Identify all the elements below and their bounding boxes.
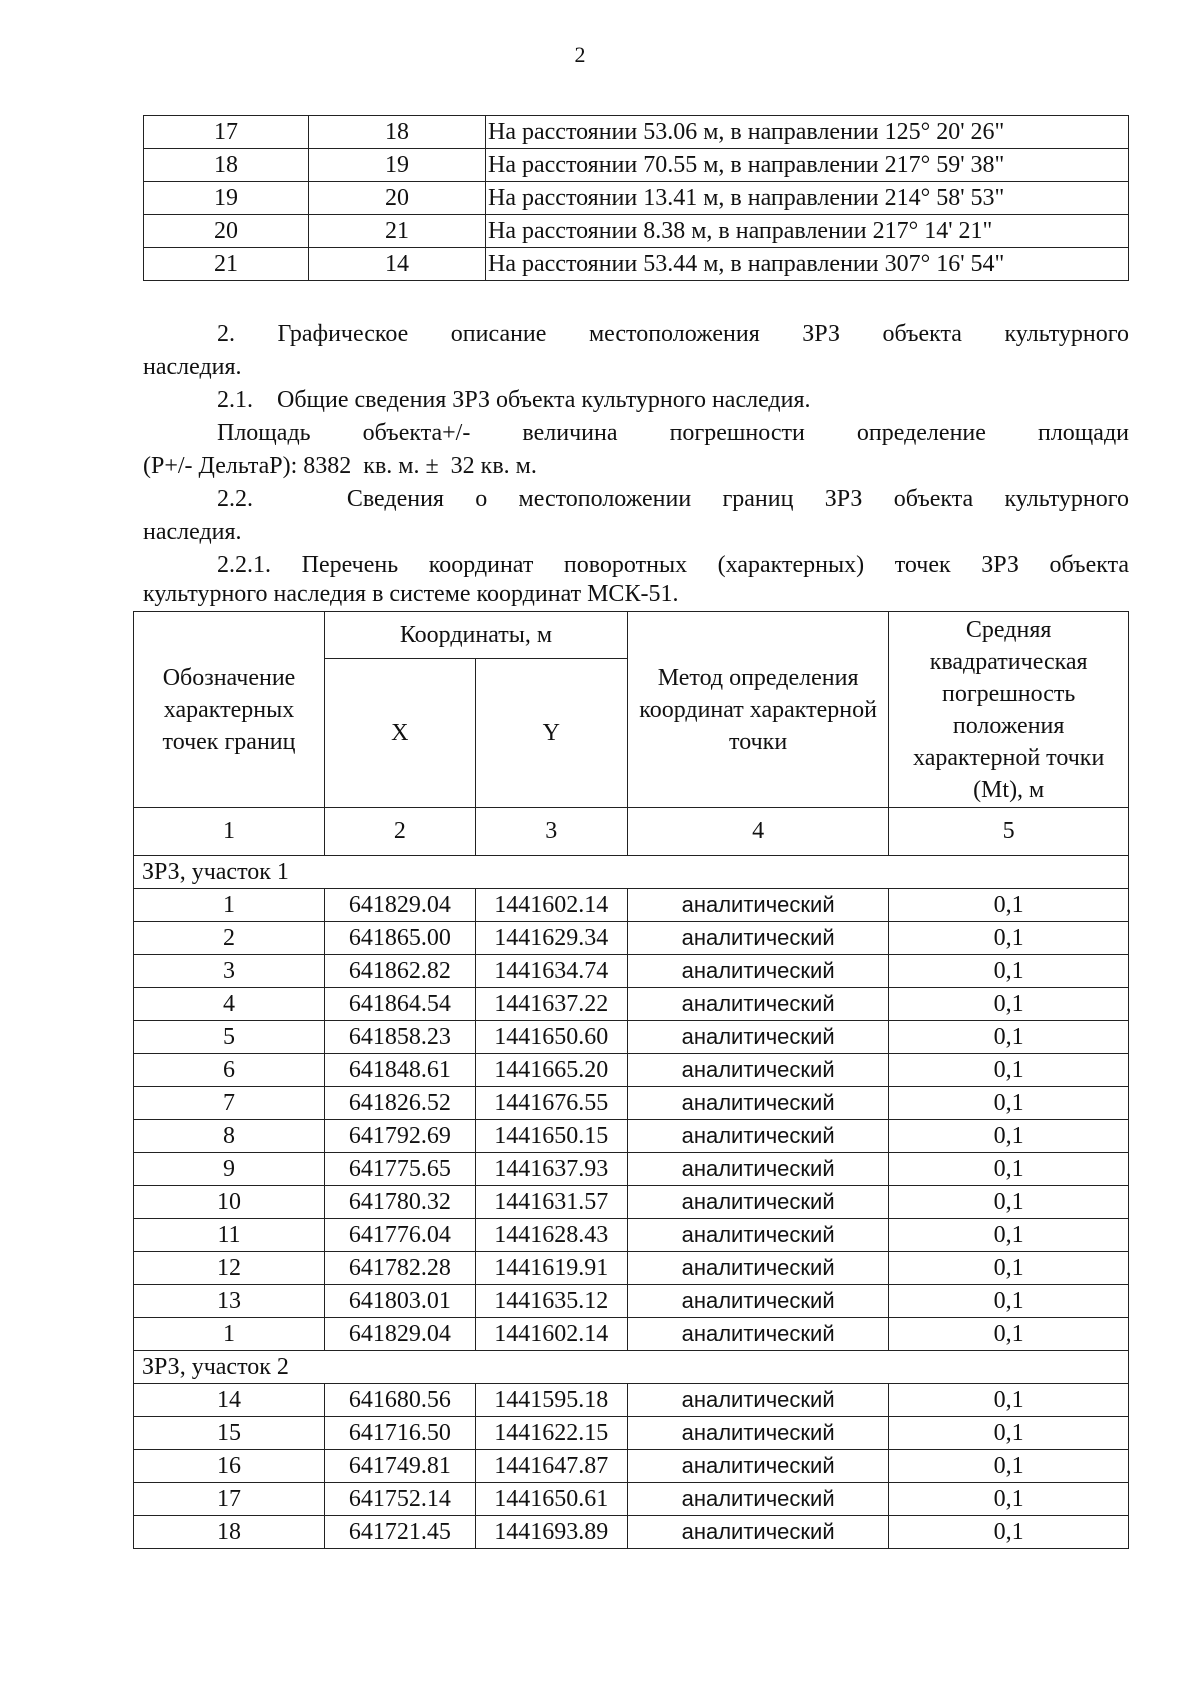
from-point: 20 bbox=[144, 215, 309, 248]
table-row bbox=[134, 1285, 1129, 1318]
accuracy: 0,1 bbox=[889, 1417, 1129, 1450]
accuracy: 0,1 bbox=[889, 1054, 1129, 1087]
x-coordinate: 641721.45 bbox=[325, 1516, 476, 1549]
table-row bbox=[134, 1054, 1129, 1087]
section-2-heading bbox=[143, 318, 1129, 351]
from-point: 18 bbox=[144, 149, 309, 182]
point-id: 11 bbox=[134, 1219, 325, 1252]
column-number-row bbox=[134, 808, 1129, 856]
column-number: 3 bbox=[475, 808, 627, 856]
segment-description: На расстоянии 53.44 м, в направлении 307° 16' 54" bbox=[486, 248, 1129, 281]
point-id: 6 bbox=[134, 1054, 325, 1087]
x-coordinate: 641829.04 bbox=[325, 1318, 476, 1351]
section-row bbox=[134, 1351, 1129, 1384]
column-number: 4 bbox=[627, 808, 888, 856]
accuracy: 0,1 bbox=[889, 922, 1129, 955]
section-2-2-1-heading-cont: культурного наследия в системе координат МСК-51. bbox=[143, 581, 679, 607]
page-number: 2 bbox=[574, 42, 586, 67]
x-coordinate: 641865.00 bbox=[325, 922, 476, 955]
accuracy: 0,1 bbox=[889, 1318, 1129, 1351]
method: аналитический bbox=[627, 1483, 888, 1516]
point-id: 10 bbox=[134, 1186, 325, 1219]
x-coordinate: 641864.54 bbox=[325, 988, 476, 1021]
table-row bbox=[134, 922, 1129, 955]
y-coordinate: 1441602.14 bbox=[475, 889, 627, 922]
x-coordinate: 641829.04 bbox=[325, 889, 476, 922]
point-id: 8 bbox=[134, 1120, 325, 1153]
accuracy: 0,1 bbox=[889, 1483, 1129, 1516]
section-2-2-heading: 2.2. Сведения о местоположении границ ЗРЗ объекта культурного bbox=[217, 486, 1129, 512]
x-coordinate: 641680.56 bbox=[325, 1384, 476, 1417]
point-id: 1 bbox=[134, 889, 325, 922]
point-id: 15 bbox=[134, 1417, 325, 1450]
y-coordinate: 1441650.60 bbox=[475, 1021, 627, 1054]
point-id: 16 bbox=[134, 1450, 325, 1483]
from-point: 17 bbox=[144, 116, 309, 149]
accuracy: 0,1 bbox=[889, 1120, 1129, 1153]
y-coordinate: 1441629.34 bbox=[475, 922, 627, 955]
point-id: 17 bbox=[134, 1483, 325, 1516]
table-row bbox=[144, 116, 1129, 149]
method: аналитический bbox=[627, 1252, 888, 1285]
method: аналитический bbox=[627, 955, 888, 988]
accuracy: 0,1 bbox=[889, 1186, 1129, 1219]
segment-description: На расстоянии 8.38 м, в направлении 217° 14' 21" bbox=[486, 215, 1129, 248]
table-row bbox=[134, 1120, 1129, 1153]
header-coords: Координаты, м bbox=[325, 612, 628, 659]
x-coordinate: 641782.28 bbox=[325, 1252, 476, 1285]
y-coordinate: 1441595.18 bbox=[475, 1384, 627, 1417]
point-id: 9 bbox=[134, 1153, 325, 1186]
table-row bbox=[134, 1483, 1129, 1516]
section-row bbox=[134, 856, 1129, 889]
method: аналитический bbox=[627, 988, 888, 1021]
table-row bbox=[134, 1186, 1129, 1219]
table-row bbox=[134, 988, 1129, 1021]
method: аналитический bbox=[627, 1450, 888, 1483]
table-row bbox=[134, 1153, 1129, 1186]
x-coordinate: 641752.14 bbox=[325, 1483, 476, 1516]
point-id: 4 bbox=[134, 988, 325, 1021]
to-point: 14 bbox=[309, 248, 486, 281]
method: аналитический bbox=[627, 1285, 888, 1318]
point-id: 2 bbox=[134, 922, 325, 955]
from-point: 21 bbox=[144, 248, 309, 281]
table-row bbox=[134, 889, 1129, 922]
y-coordinate: 1441693.89 bbox=[475, 1516, 627, 1549]
table-row bbox=[134, 1318, 1129, 1351]
method: аналитический bbox=[627, 1219, 888, 1252]
y-coordinate: 1441634.74 bbox=[475, 955, 627, 988]
y-coordinate: 1441637.22 bbox=[475, 988, 627, 1021]
y-coordinate: 1441602.14 bbox=[475, 1318, 627, 1351]
to-point: 21 bbox=[309, 215, 486, 248]
table-row bbox=[144, 248, 1129, 281]
table-row bbox=[134, 1417, 1129, 1450]
x-coordinate: 641803.01 bbox=[325, 1285, 476, 1318]
header-y: Y bbox=[475, 659, 627, 808]
area-line: Площадь объекта+/- величина погрешности определение площади bbox=[217, 420, 1129, 446]
to-point: 19 bbox=[309, 149, 486, 182]
point-id: 18 bbox=[134, 1516, 325, 1549]
method: аналитический bbox=[627, 1516, 888, 1549]
table-row bbox=[134, 1516, 1129, 1549]
method: аналитический bbox=[627, 1186, 888, 1219]
x-coordinate: 641780.32 bbox=[325, 1186, 476, 1219]
x-coordinate: 641775.65 bbox=[325, 1153, 476, 1186]
x-coordinate: 641749.81 bbox=[325, 1450, 476, 1483]
column-number: 5 bbox=[889, 808, 1129, 856]
x-coordinate: 641858.23 bbox=[325, 1021, 476, 1054]
segment-description: На расстоянии 53.06 м, в направлении 125° 20' 26" bbox=[486, 116, 1129, 149]
accuracy: 0,1 bbox=[889, 1384, 1129, 1417]
x-coordinate: 641862.82 bbox=[325, 955, 476, 988]
accuracy: 0,1 bbox=[889, 1219, 1129, 1252]
column-number: 2 bbox=[325, 808, 476, 856]
to-point: 20 bbox=[309, 182, 486, 215]
area-value: (Р+/- ДельтаР): 8382 кв. м. ± 32 кв. м. bbox=[143, 453, 537, 479]
table-row bbox=[144, 149, 1129, 182]
point-id: 14 bbox=[134, 1384, 325, 1417]
table-row bbox=[144, 215, 1129, 248]
accuracy: 0,1 bbox=[889, 1516, 1129, 1549]
header-method: Метод определения координат характерной точки bbox=[627, 612, 888, 808]
accuracy: 0,1 bbox=[889, 1285, 1129, 1318]
point-id: 5 bbox=[134, 1021, 325, 1054]
column-number: 1 bbox=[134, 808, 325, 856]
table-row bbox=[134, 1384, 1129, 1417]
table-row bbox=[134, 1087, 1129, 1120]
method: аналитический bbox=[627, 1153, 888, 1186]
section-title: ЗРЗ, участок 2 bbox=[134, 1351, 1129, 1384]
x-coordinate: 641826.52 bbox=[325, 1087, 476, 1120]
boundary-description-table bbox=[143, 115, 1129, 281]
method: аналитический bbox=[627, 922, 888, 955]
y-coordinate: 1441647.87 bbox=[475, 1450, 627, 1483]
header-point: Обозначение характерных точек границ bbox=[134, 612, 325, 808]
table-row bbox=[134, 955, 1129, 988]
segment-description: На расстоянии 13.41 м, в направлении 214° 58' 53" bbox=[486, 182, 1129, 215]
method: аналитический bbox=[627, 1384, 888, 1417]
x-coordinate: 641792.69 bbox=[325, 1120, 476, 1153]
table-row bbox=[134, 1021, 1129, 1054]
method: аналитический bbox=[627, 1054, 888, 1087]
point-id: 1 bbox=[134, 1318, 325, 1351]
y-coordinate: 1441665.20 bbox=[475, 1054, 627, 1087]
point-id: 7 bbox=[134, 1087, 325, 1120]
y-coordinate: 1441635.12 bbox=[475, 1285, 627, 1318]
accuracy: 0,1 bbox=[889, 988, 1129, 1021]
y-coordinate: 1441622.15 bbox=[475, 1417, 627, 1450]
point-id: 13 bbox=[134, 1285, 325, 1318]
point-id: 3 bbox=[134, 955, 325, 988]
method: аналитический bbox=[627, 1021, 888, 1054]
header-accuracy: Средняя квадратическая погрешность положения характерной точки (Mt), м bbox=[889, 612, 1129, 808]
y-coordinate: 1441628.43 bbox=[475, 1219, 627, 1252]
from-point: 19 bbox=[144, 182, 309, 215]
accuracy: 0,1 bbox=[889, 1021, 1129, 1054]
header-x: X bbox=[325, 659, 476, 808]
y-coordinate: 1441631.57 bbox=[475, 1186, 627, 1219]
section-2-2-heading-cont: наследия. bbox=[143, 519, 242, 545]
x-coordinate: 641848.61 bbox=[325, 1054, 476, 1087]
table-row bbox=[134, 1219, 1129, 1252]
method: аналитический bbox=[627, 889, 888, 922]
accuracy: 0,1 bbox=[889, 1087, 1129, 1120]
x-coordinate: 641716.50 bbox=[325, 1417, 476, 1450]
section-2-heading-cont: наследия. bbox=[143, 354, 242, 380]
table-row bbox=[134, 1450, 1129, 1483]
method: аналитический bbox=[627, 1417, 888, 1450]
section-2-1-heading: 2.1. Общие сведения ЗРЗ объекта культурного наследия. bbox=[217, 387, 811, 413]
y-coordinate: 1441637.93 bbox=[475, 1153, 627, 1186]
to-point: 18 bbox=[309, 116, 486, 149]
method: аналитический bbox=[627, 1318, 888, 1351]
accuracy: 0,1 bbox=[889, 1450, 1129, 1483]
method: аналитический bbox=[627, 1120, 888, 1153]
point-id: 12 bbox=[134, 1252, 325, 1285]
y-coordinate: 1441650.61 bbox=[475, 1483, 627, 1516]
y-coordinate: 1441619.91 bbox=[475, 1252, 627, 1285]
accuracy: 0,1 bbox=[889, 955, 1129, 988]
segment-description: На расстоянии 70.55 м, в направлении 217° 59' 38" bbox=[486, 149, 1129, 182]
y-coordinate: 1441650.15 bbox=[475, 1120, 627, 1153]
method: аналитический bbox=[627, 1087, 888, 1120]
accuracy: 0,1 bbox=[889, 889, 1129, 922]
table-row bbox=[134, 1252, 1129, 1285]
section-title: ЗРЗ, участок 1 bbox=[134, 856, 1129, 889]
table-row bbox=[144, 182, 1129, 215]
coordinates-table bbox=[133, 611, 1129, 1549]
accuracy: 0,1 bbox=[889, 1153, 1129, 1186]
section-2-heading-line1: 2. Графическое описание местоположения ЗРЗ объекта культурного bbox=[217, 321, 1129, 347]
x-coordinate: 641776.04 bbox=[325, 1219, 476, 1252]
section-2-2-1-heading: 2.2.1. Перечень координат поворотных (характерных) точек ЗРЗ объекта bbox=[217, 552, 1129, 578]
y-coordinate: 1441676.55 bbox=[475, 1087, 627, 1120]
accuracy: 0,1 bbox=[889, 1252, 1129, 1285]
